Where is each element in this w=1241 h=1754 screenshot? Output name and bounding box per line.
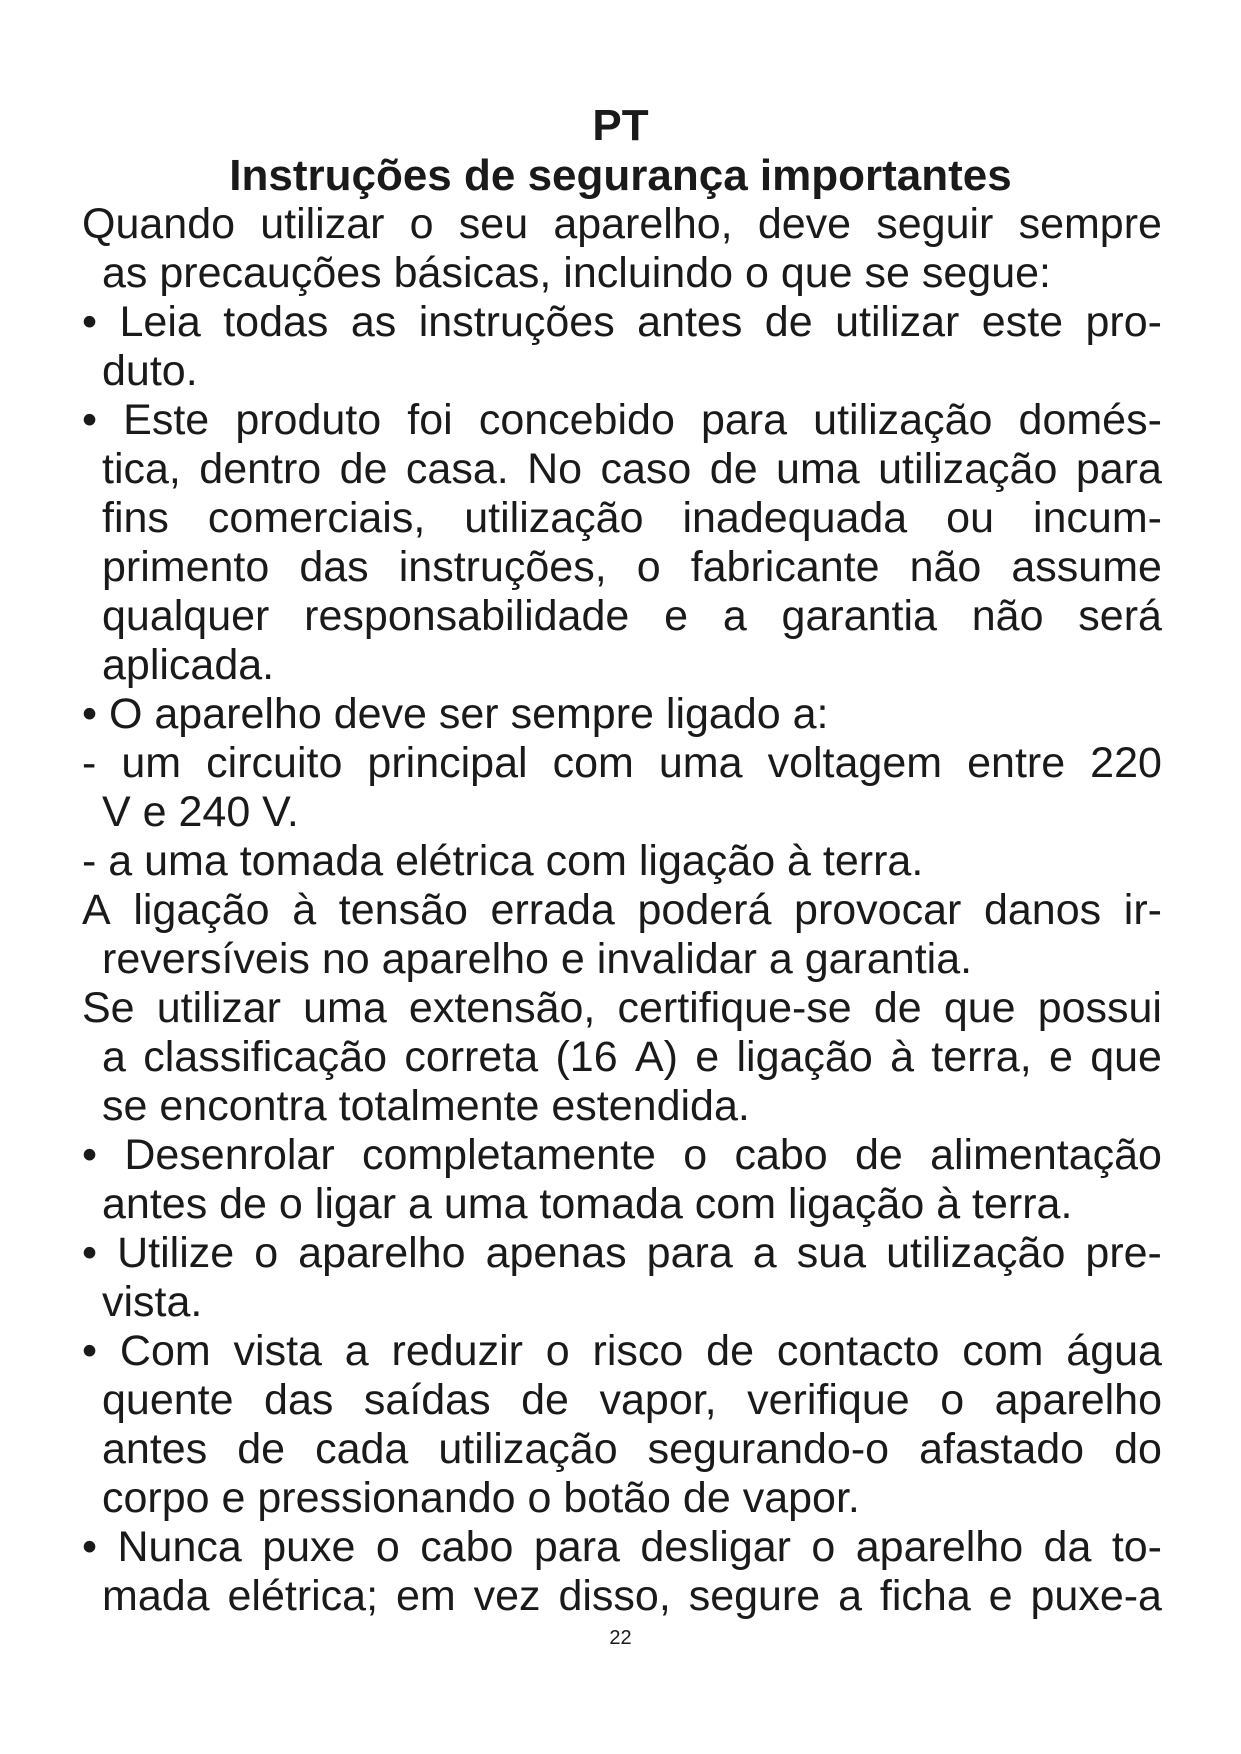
text-line: se encontra totalmente estendida. [102,1082,750,1130]
text-line: Quando utilizar o seu aparelho, deve seguir sempre [82,200,1162,248]
page-title: Instruções de segurança importantes [229,151,1012,200]
text-line: • Com vista a reduzir o risco de contacto com água [82,1327,1162,1375]
text-line: primento das instruções, o fabricante não assume [102,543,1162,591]
text-line: tica, dentro de casa. No caso de uma utilização para [102,445,1162,493]
body-text [82,200,1162,1621]
text-line: • Nunca puxe o cabo para desligar o aparelho da to- [82,1523,1162,1571]
text-line: - um circuito principal com uma voltagem entre 220 [82,739,1162,787]
text-line: antes de o ligar a uma tomada com ligação à terra. [102,1180,1073,1228]
text-line: A ligação à tensão errada poderá provocar danos ir- [82,886,1162,934]
text-line: a classificação correta (16 A) e ligação à terra, e que [102,1033,1162,1081]
text-line: • Este produto foi concebido para utilização domés- [82,396,1162,444]
text-line: • O aparelho deve ser sempre ligado a: [82,690,829,738]
text-line: antes de cada utilização segurando-o afastado do [102,1425,1162,1473]
text-line: corpo e pressionando o botão de vapor. [102,1474,860,1522]
text-line: fins comerciais, utilização inadequada ou incum- [102,494,1162,542]
text-line: quente das saídas de vapor, verifique o aparelho [102,1376,1162,1424]
text-line: Se utilizar uma extensão, certifique-se de que possui [82,984,1162,1032]
text-line: - a uma tomada elétrica com ligação à terra. [82,837,924,885]
text-line: qualquer responsabilidade e a garantia não será [102,592,1162,640]
text-line: • Desenrolar completamente o cabo de alimentação [82,1131,1162,1179]
page-number: 22 [609,1627,632,1649]
text-line: • Utilize o aparelho apenas para a sua utilização pre- [82,1229,1162,1277]
text-line: aplicada. [102,641,275,689]
text-line: as precauções básicas, incluindo o que se segue: [102,249,1052,297]
text-line: V e 240 V. [102,788,299,836]
language-code: PT [592,101,649,150]
text-line: • Leia todas as instruções antes de utilizar este pro- [82,298,1162,346]
text-line: reversíveis no aparelho e invalidar a garantia. [102,935,973,983]
text-line: mada elétrica; em vez disso, segure a ficha e puxe-a [102,1572,1162,1620]
text-line: vista. [102,1278,203,1326]
text-line: duto. [102,347,198,395]
